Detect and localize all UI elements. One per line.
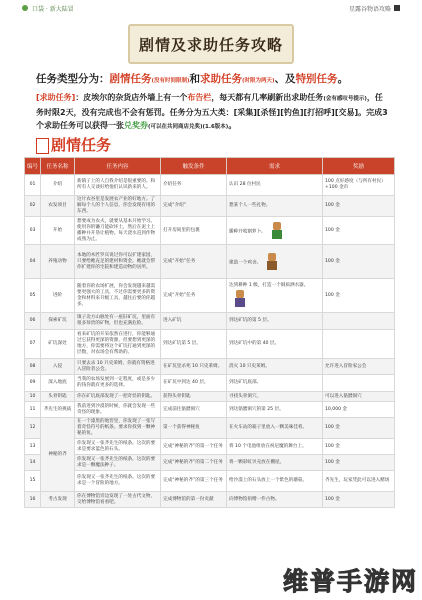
cell-trigger: 在矿坑里杀死 10 只史莱姆。 xyxy=(161,359,227,375)
page-banner xyxy=(128,24,294,64)
logo-icon xyxy=(22,5,28,11)
cell-id: 13 xyxy=(25,439,41,455)
cell-requirement: 到达骷髅洞穴的第 25 层。 xyxy=(227,402,323,418)
cell-id: 01 xyxy=(25,175,41,196)
cell-name: 矿坑深处 xyxy=(41,330,75,359)
bulletin-board-label: 布告栏 xyxy=(187,93,212,102)
table-row xyxy=(25,245,395,279)
period: 。 xyxy=(337,73,349,85)
cell-requirement: 消灭 10 只史莱姆。 xyxy=(227,359,323,375)
cell-reward xyxy=(323,375,395,392)
cell-requirement: 将 10 个电池组放在祝尼魔的舞台上。 xyxy=(227,439,323,455)
cell-content: 你发现又一张齐先生的纸条。这次的要求是要求蓝色的石头。 xyxy=(75,439,161,455)
banner-title: 剧情及求助任务攻略 xyxy=(138,35,283,54)
table-row xyxy=(25,196,395,217)
cell-content: 你在矿坑底部发现了一把奇怪的钥匙。 xyxy=(75,392,161,402)
cell-reward: 齐先生，玩家凭此可以进入赌场 xyxy=(323,471,395,492)
cell-reward: 10,000 金 xyxy=(323,402,395,418)
table-row xyxy=(25,217,395,245)
table-row xyxy=(25,175,395,196)
cell-requirement: 达到耕种 1 级，打造一个铜质洒水器。 xyxy=(227,279,323,313)
cell-name: 开始 xyxy=(41,217,75,245)
story-quest-note: (没有时间限制) xyxy=(151,78,190,84)
site-title xyxy=(349,4,400,13)
para-text-3: ，任务时限2天，没有完成也不会有惩罚。任务分为五大类：[采集][杀怪][钓鱼][打招呼][交易]。完成3个求助任务可以获得一张 xyxy=(36,93,388,130)
cell-trigger: 完成“神秘的齐”的第三个任务 xyxy=(161,471,227,492)
cell-id: 14 xyxy=(25,455,41,471)
cell-trigger: 完成“介绍” xyxy=(161,196,227,217)
cell-content: 你在博物馆旁边发现了一处古代文物，交给博物馆看看吧。 xyxy=(75,492,161,508)
cell-id: 10 xyxy=(25,392,41,402)
cell-reward xyxy=(323,330,395,359)
conj-and-2: 、及 xyxy=(274,73,296,85)
cell-content: 新镇子上的人自我介绍是很重要的。和所有人交谈好给他们认识新来的人。 xyxy=(75,175,161,196)
cell-requirement: 在火车站的箱子里放入一颗美味佳肴。 xyxy=(227,418,323,439)
cell-reward: 100 金 xyxy=(323,196,395,217)
cell-trigger: 第一个获得神秘鱼 xyxy=(161,418,227,439)
table-row xyxy=(25,455,395,471)
cell-reward: 100 金 xyxy=(323,492,395,508)
cell-requirement: 想某个人一些礼物。 xyxy=(227,196,323,217)
villager-portrait-icon xyxy=(264,252,280,272)
bracket-left-icon xyxy=(36,138,49,154)
cell-name: 考古发现 xyxy=(41,492,75,508)
header-requirement: 需求 xyxy=(227,158,323,175)
cell-requirement: 认识 28 位村民 xyxy=(227,175,323,196)
cell-trigger: 打开房间里的包裹 xyxy=(161,217,227,245)
table-row xyxy=(25,313,395,330)
cell-reward: 100 金 xyxy=(323,217,395,245)
cell-reward: 100 金 xyxy=(323,455,395,471)
cell-content: 看来矿坑的开采依然在进行，你能够通过它获得更深的资源，但要想到更深的地方，你需要将这个矿坑打通到更深的层数，对农场会有帮助的。 xyxy=(75,330,161,359)
header-id: 编号 xyxy=(25,158,41,175)
cell-id: 11 xyxy=(25,402,41,418)
help-quest-tag: [求助任务] xyxy=(36,93,76,102)
para-note-1: (会有感叹号提示) xyxy=(323,96,367,102)
cell-name: 养殖动物 xyxy=(41,245,75,279)
villager-portrait-icon xyxy=(269,221,285,241)
cell-content: 想要成为农夫，就要从基本开始学习。使用你的镰刀能砍坏土，然后在泥土上播种并开垦让植物。每天浇水直到作物成熟为止。 xyxy=(75,217,161,245)
cell-content: 随着你的农场扩展，你会发现越来越需要更强大的工具，不过你需要更多的资金和材料来升级工具，越往后要的你越多。 xyxy=(75,279,161,313)
header-reward: 奖励 xyxy=(323,158,395,175)
cell-reward: 100 金 xyxy=(323,279,395,313)
header-content: 任务内容 xyxy=(75,158,161,175)
para-end: 。 xyxy=(228,121,237,130)
cell-requirement: 建造一个鸡舍。 xyxy=(227,245,323,279)
top-bar xyxy=(0,0,422,16)
intro-block xyxy=(36,72,388,134)
cell-content: 在一个漆黑的地窖里，你发现了一张写着奇怪符号的纸条。要求你找到一颗神秘的鱼。 xyxy=(75,418,161,439)
cell-id: 12 xyxy=(25,418,41,439)
cell-content: 这片农谷里是发展农产业的好地方。了解每个人的个人信息，你会发现有用的东西。 xyxy=(75,196,161,217)
table-row xyxy=(25,471,395,492)
special-quest-label: 特别任务 xyxy=(295,73,338,85)
cell-id: 04 xyxy=(25,245,41,279)
help-quest-note: (时限为两天) xyxy=(242,78,275,84)
cell-requirement: 向博物馆捐赠一件古物。 xyxy=(227,492,323,508)
cell-content: 只要去杀 10 只史莱姆，你就有资格进入冒险者公会。 xyxy=(75,359,161,375)
site-title-text: 星露谷物语攻略 xyxy=(348,5,391,13)
help-quest-description xyxy=(36,91,388,134)
cell-content: 你发现又一张齐先生的纸条。这次的要求是一颗魔法种子。 xyxy=(75,455,161,471)
site-logo[interactable] xyxy=(22,4,74,13)
cell-id: 02 xyxy=(25,196,41,217)
conj-and: 和 xyxy=(189,73,201,85)
header-name: 任务名称 xyxy=(41,158,75,175)
para-text-1: ：皮埃尔的杂货店外墙上有一个 xyxy=(75,93,188,102)
cell-trigger: 进入矿坑 xyxy=(161,313,227,330)
cell-id: 15 xyxy=(25,471,41,492)
cell-content: 本地的木匠罗宾说过你可以扩建家园，只要给她充足的建材和资金。她就会帮你扩建你的宅院和建造动物的居所。 xyxy=(75,245,161,279)
villager-portrait-icon xyxy=(232,289,248,309)
cell-requirement: 给沙漠上的石头放上一个紫色的蘑菇。 xyxy=(227,471,323,492)
cell-trigger: 到达矿坑第 5 层。 xyxy=(161,330,227,359)
intro-label: 任务类型分为： xyxy=(36,73,110,85)
cell-id: 09 xyxy=(25,375,41,392)
cell-id: 16 xyxy=(25,492,41,508)
cell-trigger: 完成“神秘的齐”的第二个任务 xyxy=(161,455,227,471)
cell-content: 当我的农场发展到一定程度，或是多少的钱你就有更多的选择。 xyxy=(75,375,161,392)
cell-requirement: 播种并收割萝卜。 xyxy=(227,217,323,245)
cell-trigger: 获得头骨钥匙 xyxy=(161,392,227,402)
cell-name: 农发项目 xyxy=(41,196,75,217)
site-name: 口袋 · 新大陆冒 xyxy=(32,5,74,13)
cell-trigger: 完成前往骷髅洞穴 xyxy=(161,402,227,418)
cell-name: 介绍 xyxy=(41,175,75,196)
cell-trigger: 完成“神秘的齐”的第一个任务 xyxy=(161,439,227,455)
cell-id: 07 xyxy=(25,330,41,359)
table-row xyxy=(25,402,395,418)
story-quest-label: 剧情任务 xyxy=(109,73,152,85)
table-header-row xyxy=(25,158,395,175)
cell-name: 入侵 xyxy=(41,359,75,375)
cell-reward: 允许进入冒险家公会 xyxy=(323,359,395,375)
cell-requirement: 将一颗彩虹贝壳放在棚屋。 xyxy=(227,455,323,471)
watermark: 维普手游网 xyxy=(282,567,418,596)
quest-types-line xyxy=(36,72,388,88)
cell-name: 头骨钥匙 xyxy=(41,392,75,402)
cell-name: 深入地底 xyxy=(41,375,75,392)
cell-name: 神秘的齐 xyxy=(41,418,75,492)
cell-trigger: 介绍任务 xyxy=(161,175,227,196)
reward-ticket-label: 兑奖券 xyxy=(124,121,148,130)
help-quest-label: 求助任务 xyxy=(200,73,243,85)
cell-reward: 100 金 xyxy=(323,439,395,455)
table-row xyxy=(25,330,395,359)
table-row xyxy=(25,279,395,313)
cell-trigger: 在矿坑中到达 40 层。 xyxy=(161,375,227,392)
cell-id: 06 xyxy=(25,313,41,330)
table-row xyxy=(25,359,395,375)
cell-reward: 100 金 xyxy=(323,418,395,439)
cell-requirement: 到达矿坑中的第 40 层。 xyxy=(227,330,323,359)
table-row xyxy=(25,492,395,508)
story-quest-table xyxy=(24,157,395,508)
cell-reward: 100 金 xyxy=(323,245,395,279)
cell-content: 镇子北方山脉处有一座旧矿坑，里面有很多珍贵的矿物，但也充满危险。 xyxy=(75,313,161,330)
table-row xyxy=(25,439,395,455)
cell-trigger: 完成博物馆的第一份贡献 xyxy=(161,492,227,508)
table-row xyxy=(25,392,395,402)
cell-trigger: 完成“开始”任务 xyxy=(161,245,227,279)
cell-reward xyxy=(323,313,395,330)
cell-trigger: 完成“开始”任务 xyxy=(161,279,227,313)
cell-requirement: 寻找头骨洞穴。 xyxy=(227,392,323,402)
para-text-2: ，每天都有几率刷新出求助任务 xyxy=(211,93,324,102)
cell-requirement: 到达矿坑的第 5 层。 xyxy=(227,313,323,330)
section-heading xyxy=(36,134,111,155)
menu-icon[interactable] xyxy=(394,5,400,11)
cell-requirement: 到达矿坑底部。 xyxy=(227,375,323,392)
cell-id: 08 xyxy=(25,359,41,375)
cell-name: 进阶 xyxy=(41,279,75,313)
cell-id: 05 xyxy=(25,279,41,313)
cell-name: 齐先生的挑战 xyxy=(41,402,75,418)
cell-content: 我前进到沙漠的时候，你就会发现一些奇怪的现象。 xyxy=(75,402,161,418)
cell-id: 03 xyxy=(25,217,41,245)
cell-reward: 100 点好感度（与所有村民）+100 金币 xyxy=(323,175,395,196)
para-note-2: (可以在共同商店兑奖)(1.6版本) xyxy=(148,124,229,130)
header-trigger: 触发条件 xyxy=(161,158,227,175)
cell-content: 你发现又一张齐先生的纸条。这次的要求是一个冒险的地方。 xyxy=(75,471,161,492)
table-row xyxy=(25,418,395,439)
cell-name: 探索矿坑 xyxy=(41,313,75,330)
table-row xyxy=(25,375,395,392)
section-title: 剧情任务 xyxy=(51,136,112,154)
cell-reward: 可以进入骷髅洞穴 xyxy=(323,392,395,402)
